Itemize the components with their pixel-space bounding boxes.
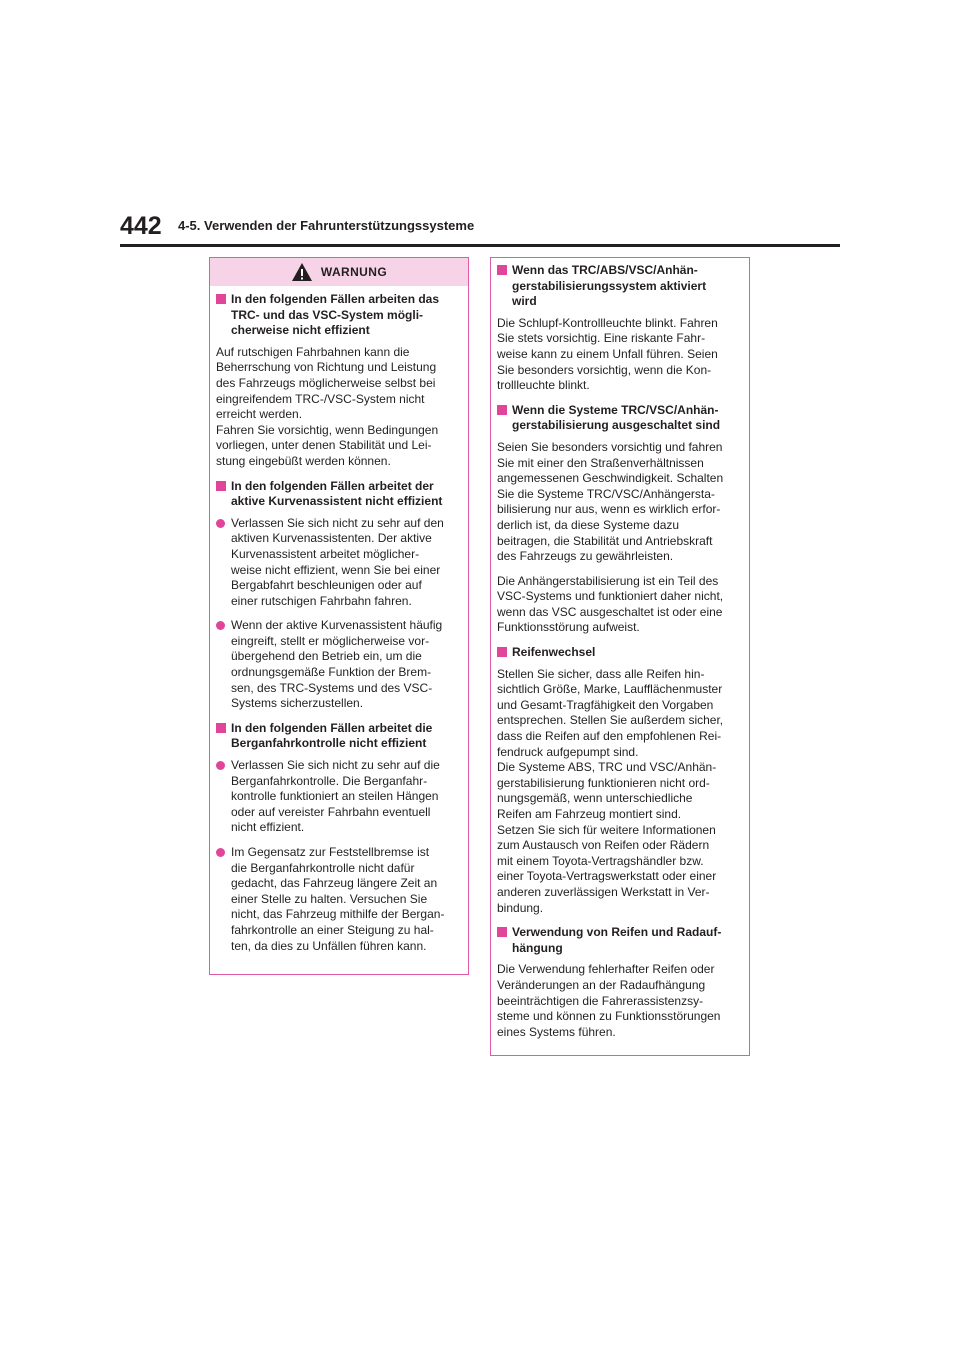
square-bullet-icon: [497, 265, 507, 275]
square-bullet-icon: [497, 405, 507, 415]
circle-bullet-icon: [216, 848, 225, 857]
paragraph: Auf rutschigen Fahrbahnen kann die Beherrschung von Richtung und Leistung des Fahrzeugs möglicherweise selbst bei eingreifendem TRC-/VSC-System nicht erreicht werden. Fahren Sie vorsichtig, wenn Bedingungen vorliegen, unter denen Stabilität und Lei- stung eingebüßt werden können.: [216, 344, 439, 468]
list-item: [216, 618, 462, 712]
heading-text: Verwendung von Reifen und Radauf- hängung: [512, 925, 722, 955]
square-bullet-icon: [497, 647, 507, 657]
circle-bullet-icon: [216, 519, 225, 528]
heading-text: In den folgenden Fällen arbeitet die Berganfahrkontrolle nicht effizient: [231, 720, 433, 751]
list-item: [216, 845, 462, 954]
list-item-text: Wenn der aktive Kurvenassistent häufig eingreift, stellt er möglicherweise vor- übergehend den Betrieb ein, um die ordnungsgemäße Funktion der Brem- sen, des TRC-Systems und des VSC- Systems sicherzustellen.: [231, 618, 443, 711]
page-number: 442: [120, 212, 162, 240]
heading-berganfahrkontrolle: [216, 721, 462, 752]
header-rule: [120, 244, 840, 247]
circle-bullet-icon: [216, 761, 225, 770]
circle-bullet-icon: [216, 621, 225, 630]
warning-box-left: [209, 257, 469, 975]
heading-text: In den folgenden Fällen arbeitet der aktive Kurvenassistent nicht effizient: [231, 478, 443, 509]
heading-text: Reifenwechsel: [512, 645, 596, 660]
warning-content: [491, 258, 749, 1040]
heading-text: Wenn das TRC/ABS/VSC/Anhän- gerstabilisierungssystem aktiviert wird: [512, 263, 707, 309]
list-item-text: Im Gegensatz zur Feststellbremse ist die Berganfahrkontrolle nicht dafür gedacht, das Fahrzeug längere Zeit an einer Stelle zu halten. Versuchen Sie nicht, das Fahrzeug mithilfe der Bergan- fahrkontrolle an einer Steigung zu hal- ten, da dies zu Unfällen führen kann.: [231, 845, 445, 953]
square-bullet-icon: [216, 294, 226, 304]
warning-triangle-icon: [291, 262, 313, 282]
paragraph: Die Anhängerstabilisierung ist ein Teil des VSC-Systems und funktioniert daher nicht, wenn das VSC ausgeschaltet ist oder eine Funktionsstörung aufweist.: [497, 573, 724, 635]
square-bullet-icon: [216, 723, 226, 733]
heading-system-aktiviert: [497, 263, 743, 310]
heading-system-ausgeschaltet: [497, 403, 743, 434]
paragraph: Seien Sie besonders vorsichtig und fahren Sie mit einer den Straßenverhältnissen angemessenen Geschwindigkeit. Schalten Sie die Systeme TRC/VSC/Anhängersta- bilisierung nur aus, wenn es wirklich erfor- derlich ist, da diese Systeme dazu beitragen, die Stabilität und Antriebskraft des Fahrzeugs zu gewährleisten.: [497, 439, 724, 564]
warning-label: WARNUNG: [320, 265, 388, 279]
list-item: [216, 758, 462, 836]
section-title: 4-5. Verwenden der Fahrunterstützungssysteme: [178, 218, 475, 233]
list-item-text: Verlassen Sie sich nicht zu sehr auf die Berganfahrkontrolle. Die Berganfahr- kontrolle funktioniert an steilen Hängen oder auf vereister Fahrbahn eventuell nicht effizient.: [231, 758, 440, 835]
heading-kurvenassistent: [216, 479, 462, 510]
warning-content: [210, 286, 468, 954]
list-item-text: Verlassen Sie sich nicht zu sehr auf den aktiven Kurvenassistenten. Der aktive Kurvenassistent arbeitet möglicher- weise nicht effizient, wenn Sie bei einer Bergabfahrt beschleunigen oder auf einer rutschigen Fahrbahn fahren.: [231, 515, 444, 608]
heading-reifenwechsel: [497, 645, 743, 661]
warning-header: [210, 258, 468, 286]
paragraph: Die Verwendung fehlerhafter Reifen oder Veränderungen an der Radaufhängung beeinträchtigen die Fahrerassistenzsy- steme und können zu Funktionsstörungen eines Systems führen.: [497, 962, 721, 1039]
heading-trc-vsc: [216, 292, 462, 339]
square-bullet-icon: [216, 481, 226, 491]
paragraph: Die Schlupf-Kontrollleuchte blinkt. Fahren Sie stets vorsichtig. Eine riskante Fahr- weise kann zu einem Unfall führen. Seien Sie besonders vorsichtig, wenn die Kon- trollleuchte blinkt.: [497, 315, 718, 393]
heading-text: In den folgenden Fällen arbeiten das TRC- und das VSC-System mögli- cherweise nicht effizient: [231, 292, 440, 338]
heading-text: Wenn die Systeme TRC/VSC/Anhän- gerstabilisierung ausgeschaltet sind: [512, 402, 721, 433]
list-item: [216, 516, 462, 610]
warning-box-right: [490, 257, 750, 1056]
square-bullet-icon: [497, 927, 507, 937]
heading-reifen-radaufhaengung: [497, 925, 743, 956]
paragraph: Stellen Sie sicher, dass alle Reifen hin- sichtlich Größe, Marke, Laufflächenmuster und Gesamt-Tragfähigkeit den Vorgaben entsprechen. Stellen Sie außerdem sicher, dass die Reifen auf den empfohlenen Rei- fendruck aufgepumpt sind. Die Systeme ABS, TRC und VSC/Anhän- gerstabilisierung funktionieren nicht ord- nungsgemäß, wenn unterschiedliche Reifen am Fahrzeug montiert sind. Setzen Sie sich für weitere Informationen zum Austausch von Reifen oder Rädern mit einem Toyota-Vertragshändler bzw. einer Toyota-Vertragswerkstatt oder einer anderen zuverlässigen Werkstatt in Ver- bindung.: [497, 666, 724, 915]
